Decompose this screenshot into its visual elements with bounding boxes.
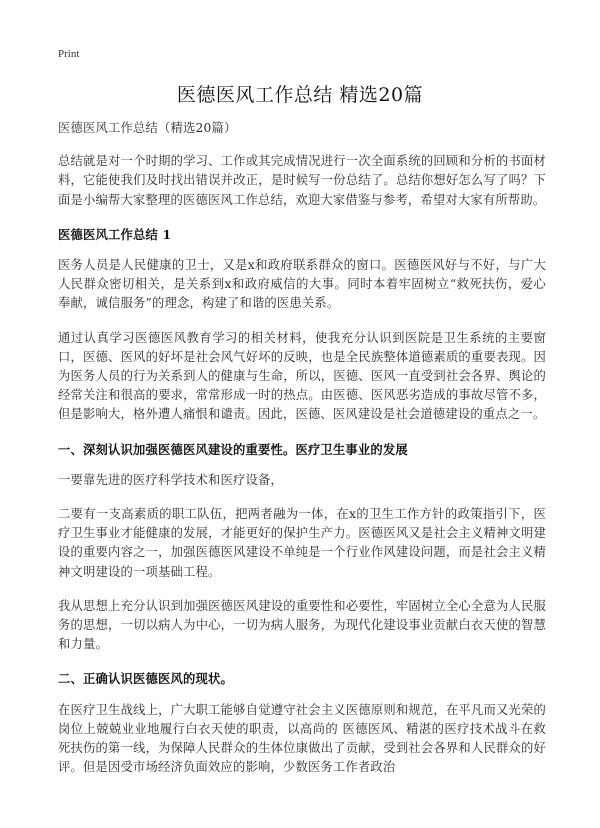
section-heading-2: 一、深刻认识加强医德医风建设的重要性。医疗卫生事业的发展 (58, 441, 408, 457)
paragraph-2: 通过认真学习医德医风教育学习的相关材料，使我充分认识到医院是卫生系统的主要窗口，医德、医风的好坏是社会风气好坏的反映，也是全民族整体道德素质的重要表现。因为医务人员的行为关系到人的健康与生命，所以，医德、医风一直受到社会各界、舆论的经常关注和很高的要求，常常形成一时的热点。由医德、医风恶劣造成的事故尽管不多，但是影响大，格外遭人痛恨和谴责。因此，医德、医风建设是社会道德建设的重点之一。 (58, 330, 546, 422)
document-title: 医德医风工作总结 精选20篇 (176, 84, 424, 106)
paragraph-3: 一要靠先进的医疗科学技术和医疗设备， (58, 472, 283, 487)
paragraph-1: 医务人员是人民健康的卫士，又是x和政府联系群众的窗口。医德医风好与不好，与广大人民群众密切相关，是关系到x和政府威信的大事。同时本着牢固树立“救死扶伤，爱心奉献，诚信服务”的理念，构建了和谐的医患关系。 (58, 258, 546, 311)
print-label: Print (58, 48, 80, 60)
intro-paragraph: 总结就是对一个时期的学习、工作或其完成情况进行一次全面系统的回顾和分析的书面材料，它能使我们及时找出错误并改正，是时候写一份总结了。总结你想好怎么写了吗？下面是小编帮大家整理的医德医风工作总结，欢迎大家借鉴与参考，希望对大家有所帮助。 (58, 154, 546, 207)
paragraph-5: 我从思想上充分认识到加强医德医风建设的重要性和必要性，牢固树立全心全意为人民服务的思想，一切以病人为中心，一切为病人服务，为现代化建设事业贡献白衣天使的智慧和力量。 (58, 598, 546, 652)
document-body (58, 119, 546, 792)
section-heading-3: 二、正确认识医德医风的现状。 (58, 671, 233, 687)
document-subtitle: 医德医风工作总结（精选20篇） (58, 121, 237, 135)
section-heading-1: 医德医风工作总结 1 (58, 226, 172, 242)
paragraph-6: 在医疗卫生战线上，广大职工能够自觉遵守社会主义医德原则和规范，在平凡而又光荣的岗位上兢兢业业地履行白衣天使的职责，以高尚的 医德医风、精湛的医疗技术战斗在救死扶伤的第一线，为保障人民群众的生体位康做出了贡献，受到社会各界和人民群众的好评。但是因受市场经济负面效应的影响，少数医务工作者政治 (58, 702, 546, 775)
paragraph-4: 二要有一支高素质的职工队伍，把两者融为一体，在x的卫生工作方针的政策指引下，医疗卫生事业才能健康的发展，才能更好的保护生产力。医德医风又是社会主义精神文明建设的重要内容之一，加强医德医风建设不单纯是一个行业作风建设问题，而是社会主义精神文明建设的一项基础工程。 (58, 507, 546, 579)
